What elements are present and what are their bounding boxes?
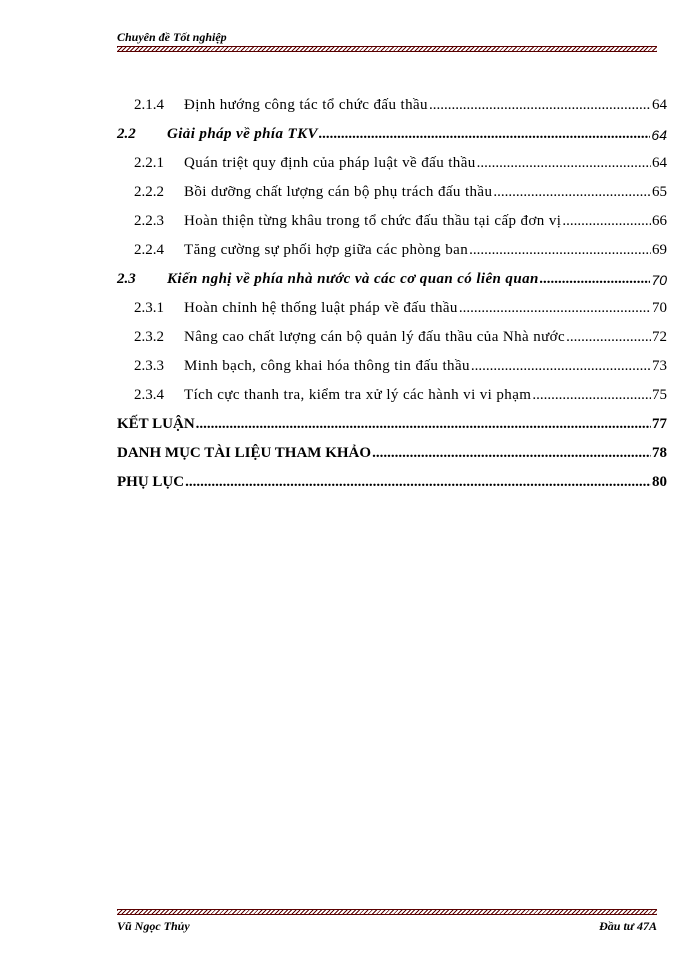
toc-entry-2-3-3[interactable] bbox=[117, 352, 667, 381]
toc-leader bbox=[185, 474, 651, 491]
toc-entry-2-3[interactable] bbox=[117, 265, 667, 294]
toc-entry-references[interactable] bbox=[117, 439, 667, 468]
toc-leader bbox=[372, 445, 651, 462]
toc-leader bbox=[459, 300, 651, 317]
toc-leader bbox=[319, 126, 651, 143]
toc-page-number: 78 bbox=[652, 445, 667, 461]
toc-entry-2-2-2[interactable] bbox=[117, 178, 667, 207]
toc-page-number: 77 bbox=[652, 416, 667, 432]
toc-page-number: 64 bbox=[651, 126, 667, 143]
toc-leader bbox=[566, 329, 651, 346]
toc-title: Minh bạch, công khai hóa thông tin đấu thầu bbox=[184, 358, 470, 374]
table-of-contents bbox=[117, 91, 667, 497]
toc-entry-2-2-1[interactable] bbox=[117, 149, 667, 178]
toc-number: 2.3.1 bbox=[134, 300, 164, 316]
toc-page-number: 65 bbox=[652, 184, 667, 200]
toc-title: Kiến nghị về phía nhà nước và các cơ quan có liên quan bbox=[167, 271, 539, 287]
toc-page-number: 69 bbox=[652, 242, 667, 258]
toc-title: Quán triệt quy định của pháp luật về đấu thầu bbox=[184, 155, 476, 171]
document-title: Chuyên đề Tốt nghiệp bbox=[117, 30, 227, 44]
toc-title: Hoàn thiện từng khâu trong tổ chức đấu thầu tại cấp đơn vị bbox=[184, 213, 562, 229]
toc-title: Tích cực thanh tra, kiểm tra xử lý các hành vi vi phạm bbox=[184, 387, 532, 403]
toc-leader bbox=[471, 358, 651, 375]
toc-leader bbox=[196, 416, 651, 433]
page-header bbox=[117, 30, 657, 44]
toc-page-number: 64 bbox=[652, 155, 667, 171]
toc-entry-2-3-2[interactable] bbox=[117, 323, 667, 352]
toc-entry-2-3-1[interactable] bbox=[117, 294, 667, 323]
toc-entry-conclusion[interactable] bbox=[117, 410, 667, 439]
toc-leader bbox=[540, 271, 651, 288]
toc-title: Giải pháp về phía TKV bbox=[167, 126, 318, 142]
footer-rule bbox=[117, 909, 657, 915]
toc-number: 2.3.3 bbox=[134, 358, 164, 374]
toc-entry-2-3-4[interactable] bbox=[117, 381, 667, 410]
toc-number: 2.2.3 bbox=[134, 213, 164, 229]
toc-leader bbox=[562, 213, 651, 230]
toc-number: 2.2.2 bbox=[134, 184, 164, 200]
toc-title: Hoàn chỉnh hệ thống luật pháp về đấu thầu bbox=[184, 300, 458, 316]
toc-entry-2-1-4[interactable] bbox=[117, 91, 667, 120]
toc-title: DANH MỤC TÀI LIỆU THAM KHẢO bbox=[117, 445, 372, 461]
toc-title: Nâng cao chất lượng cán bộ quản lý đấu thầu của Nhà nước bbox=[184, 329, 566, 345]
toc-leader bbox=[532, 387, 651, 404]
toc-page-number: 66 bbox=[652, 213, 667, 229]
toc-title: Bồi dưỡng chất lượng cán bộ phụ trách đấu thầu bbox=[184, 184, 493, 200]
toc-number: 2.2 bbox=[117, 126, 136, 142]
toc-leader bbox=[469, 242, 651, 259]
toc-page-number: 70 bbox=[652, 300, 667, 316]
toc-number: 2.3.2 bbox=[134, 329, 164, 345]
toc-leader bbox=[493, 184, 651, 201]
toc-number: 2.2.1 bbox=[134, 155, 164, 171]
toc-entry-appendix[interactable] bbox=[117, 468, 667, 497]
toc-number: 2.1.4 bbox=[134, 97, 164, 113]
toc-number: 2.2.4 bbox=[134, 242, 164, 258]
toc-entry-2-2-3[interactable] bbox=[117, 207, 667, 236]
footer-class: Đầu tư 47A bbox=[599, 919, 657, 933]
toc-number: 2.3 bbox=[117, 271, 136, 287]
toc-page-number: 64 bbox=[652, 97, 667, 113]
toc-title: Tăng cường sự phối hợp giữa các phòng ban bbox=[184, 242, 469, 258]
toc-page-number: 80 bbox=[652, 474, 667, 490]
toc-page-number: 72 bbox=[652, 329, 667, 345]
header-rule bbox=[117, 46, 657, 52]
toc-page-number: 73 bbox=[652, 358, 667, 374]
toc-leader bbox=[477, 155, 651, 172]
toc-entry-2-2[interactable] bbox=[117, 120, 667, 149]
toc-leader bbox=[429, 97, 651, 114]
toc-page-number: 75 bbox=[652, 387, 667, 403]
toc-title: PHỤ LỤC bbox=[117, 474, 185, 490]
toc-title: KẾT LUẬN bbox=[117, 416, 195, 432]
toc-number: 2.3.4 bbox=[134, 387, 164, 403]
toc-entry-2-2-4[interactable] bbox=[117, 236, 667, 265]
toc-title: Định hướng công tác tổ chức đấu thầu bbox=[184, 97, 428, 113]
toc-page-number: 70 bbox=[651, 271, 667, 288]
footer-author: Vũ Ngọc Thủy bbox=[117, 919, 190, 933]
